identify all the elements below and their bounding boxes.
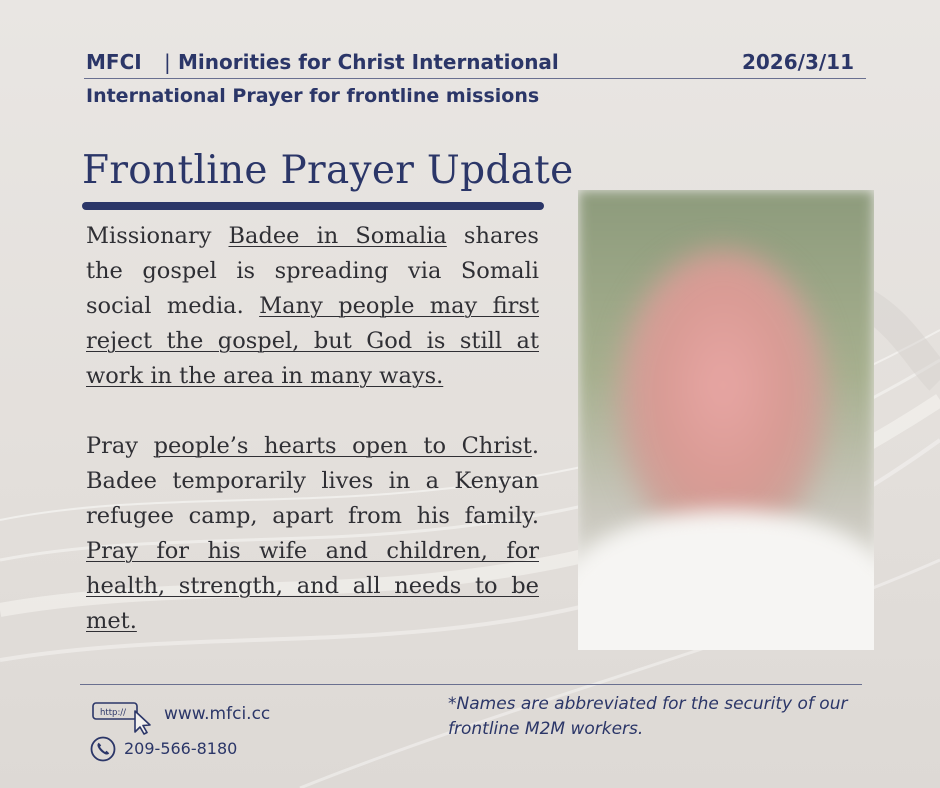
p2-underline-2: Pray for his wife and children, for health, strength, and all needs to be met. [86, 538, 539, 634]
p2-text-b: . Badee temporarily lives in a Kenyan refugee camp, apart from his family. [86, 433, 539, 529]
header-subtitle: International Prayer for frontline missions [86, 85, 540, 107]
p2-underline-1: people’s hearts open to Christ [153, 433, 532, 459]
p2-text-a: Pray [86, 433, 154, 459]
org-full-name: Minorities for Christ International [178, 50, 559, 74]
header-divider [84, 78, 866, 79]
title-underline-bar [82, 202, 544, 210]
paragraph-2 [86, 429, 539, 639]
footer-divider [80, 684, 862, 685]
p1-text-a: Missionary [86, 223, 229, 249]
p1-underline-1: Badee in Somalia [228, 223, 447, 249]
phone-number[interactable]: 209-566-8180 [124, 739, 238, 758]
p1-underline-2: Many people may first reject the gospel, but God is still at work in the area in many ways. [86, 293, 540, 389]
page-title: Frontline Prayer Update [82, 148, 574, 193]
header-separator: | [164, 50, 171, 74]
security-note: *Names are abbreviated for the security of our frontline M2M workers. [448, 694, 848, 739]
org-abbrev: MFCI [86, 50, 142, 74]
paragraph-1 [86, 219, 539, 394]
header-bar [86, 50, 866, 76]
header-date: 2026/3/11 [741, 50, 854, 74]
prayer-body [86, 219, 539, 639]
p1-text-b: shares the gospel is spreading via Somali social media. [86, 223, 539, 319]
website-link[interactable]: www.mfci.cc [164, 704, 271, 724]
blurred-photo [578, 190, 874, 650]
web-cursor-icon [92, 701, 154, 735]
phone-icon [90, 736, 116, 762]
web-icon-text: http:// [100, 708, 127, 718]
